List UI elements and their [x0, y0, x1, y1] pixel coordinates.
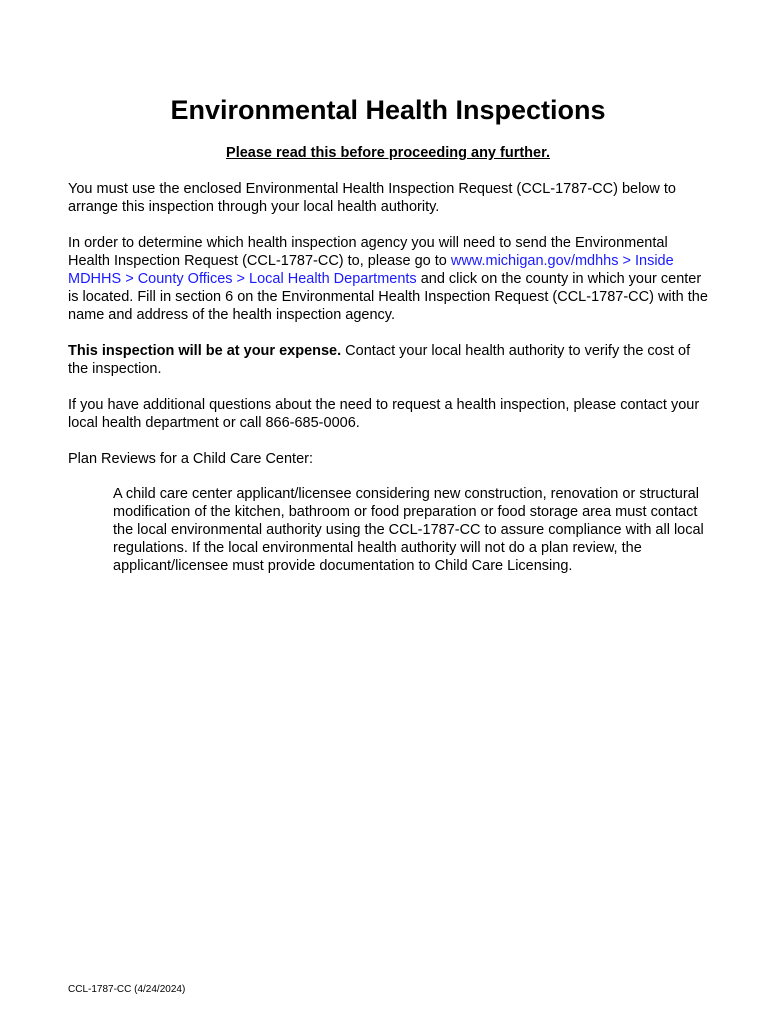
paragraph-expense: [68, 342, 708, 378]
form-footer-id: CCL-1787-CC (4/24/2024): [68, 984, 186, 995]
plan-reviews-heading: Plan Reviews for a Child Care Center:: [68, 451, 313, 467]
paragraph-agency-lookup-intro: In order to determine which health inspection agency you will need to send the Environmental Health Inspection Request (CCL-1787-CC) to, please go to: [68, 235, 668, 269]
paragraph-contact: If you have additional questions about the need to request a health inspection, please contact your local health department or call 866-685-0006.: [68, 397, 700, 431]
paragraph-request-form: You must use the enclosed Environmental Health Inspection Request (CCL-1787-CC) below to arrange this inspection through your local health authority.: [68, 181, 676, 215]
page-subtitle: Please read this before proceeding any further.: [226, 145, 550, 161]
paragraph-agency-lookup: [68, 234, 708, 324]
expense-details: Contact your local health authority to verify the cost of the inspection.: [68, 343, 691, 377]
paragraph-agency-lookup-rest: and click on the county in which your center is located. Fill in section 6 on the Environmental Health Inspection Request (CCL-1787-CC) with the name and address of the health inspection agency.: [68, 271, 708, 323]
expense-notice: This inspection will be at your expense.: [68, 343, 342, 359]
mdhhs-local-health-link[interactable]: www.michigan.gov/mdhhs > Inside MDHHS > County Offices > Local Health Departments: [68, 253, 674, 287]
paragraph-plan-reviews: A child care center applicant/licensee considering new construction, renovation or structural modification of the kitchen, bathroom or food preparation or food storage area must contact the local environmental authority using the CCL-1787-CC to assure compliance with all local regulations. If the local environmental health authority will not do a plan review, the applicant/licensee must provide documentation to Child Care Licensing.: [113, 486, 704, 574]
page-title: Environmental Health Inspections: [170, 95, 606, 125]
